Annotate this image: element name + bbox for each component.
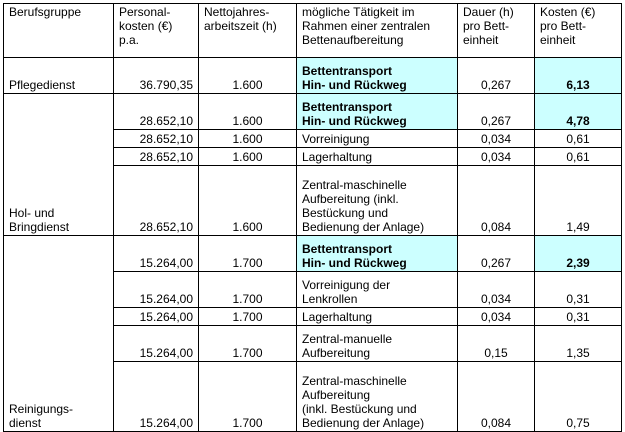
cell-line: Bedienung der Anlage) — [302, 220, 425, 234]
cost-cell: 0,61 — [535, 148, 622, 166]
hours-cell: 1.700 — [199, 236, 297, 272]
cell-line: Aufbereitung — [302, 346, 371, 360]
group-name-cell — [4, 236, 114, 432]
cell-line: Zentral-maschinelle — [302, 374, 407, 388]
duration-cell: 0,267 — [458, 236, 535, 272]
duration-cell: 0,034 — [458, 148, 535, 166]
salary-cell: 15.264,00 — [114, 272, 199, 308]
header-group — [4, 4, 114, 58]
header-text: Personal- — [119, 5, 171, 19]
activity-cell — [297, 362, 458, 432]
hours-cell: 1.700 — [199, 326, 297, 362]
header-row — [4, 4, 622, 58]
cell-line: Zentral-manuelle — [302, 332, 393, 346]
cell-line: Pflegedienst — [9, 78, 76, 92]
header-text: einheit — [540, 33, 576, 47]
activity-cell — [297, 130, 458, 148]
group-name-cell — [4, 58, 114, 94]
hours-cell: 1.700 — [199, 308, 297, 326]
duration-cell: 0,084 — [458, 166, 535, 236]
cell-line: Vorreinigung — [302, 132, 370, 146]
cost-cell: 0,31 — [535, 308, 622, 326]
header-text: einheit — [463, 33, 499, 47]
hours-cell: 1.600 — [199, 94, 297, 130]
cell-line: Bettentransport — [302, 64, 393, 78]
cell-line: Hol- und — [9, 206, 55, 220]
hours-cell: 1.600 — [199, 148, 297, 166]
salary-cell: 28.652,10 — [114, 130, 199, 148]
duration-cell: 0,267 — [458, 94, 535, 130]
salary-cell: 28.652,10 — [114, 94, 199, 130]
header-text: mögliche Tätigkeit im — [302, 5, 415, 19]
header-text: Bettenaufbereitung — [302, 33, 404, 47]
cost-table — [3, 3, 622, 432]
duration-cell: 0,034 — [458, 308, 535, 326]
cost-cell: 1,49 — [535, 166, 622, 236]
activity-cell — [297, 326, 458, 362]
salary-cell: 36.790,35 — [114, 58, 199, 94]
hours-cell: 1.700 — [199, 272, 297, 308]
duration-cell: 0,084 — [458, 362, 535, 432]
header-text: Berufsgruppe — [9, 5, 82, 19]
activity-cell — [297, 236, 458, 272]
cell-line: Bedienung der Anlage) — [302, 416, 425, 430]
cell-line: Hin- und Rückweg — [302, 114, 407, 128]
cost-cell: 2,39 — [535, 236, 622, 272]
cell-line: Lenkrollen — [302, 292, 358, 306]
cell-line: Lagerhaltung — [302, 150, 373, 164]
header-text: arbeitszeit (h) — [204, 19, 277, 33]
header-text: pro Bett- — [463, 19, 510, 33]
cell-line: dienst — [9, 416, 42, 430]
duration-cell: 0,15 — [458, 326, 535, 362]
duration-cell: 0,034 — [458, 130, 535, 148]
cell-line: Lagerhaltung — [302, 310, 373, 324]
cost-cell: 1,35 — [535, 326, 622, 362]
salary-cell: 28.652,10 — [114, 166, 199, 236]
salary-cell: 15.264,00 — [114, 326, 199, 362]
salary-cell: 15.264,00 — [114, 362, 199, 432]
cost-cell: 4,78 — [535, 94, 622, 130]
table-row — [4, 236, 622, 272]
cell-line: Aufbereitung (inkl. — [302, 192, 399, 206]
table-row — [4, 94, 622, 130]
activity-cell — [297, 148, 458, 166]
duration-cell: 0,267 — [458, 58, 535, 94]
header-text: pro Bett- — [540, 19, 587, 33]
duration-cell: 0,034 — [458, 272, 535, 308]
cell-line: Aufbereitung — [302, 388, 371, 402]
cell-line: Zentral-maschinelle — [302, 178, 407, 192]
cell-line: (inkl. Bestückung und — [302, 402, 417, 416]
header-activity — [297, 4, 458, 58]
header-duration — [458, 4, 535, 58]
salary-cell: 28.652,10 — [114, 148, 199, 166]
header-text: Nettojahres- — [204, 5, 270, 19]
header-hours — [199, 4, 297, 58]
header-salary — [114, 4, 199, 58]
activity-cell — [297, 58, 458, 94]
cell-line: Bettentransport — [302, 242, 393, 256]
header-text: kosten (€) — [119, 19, 173, 33]
cell-line: Vorreinigung der — [302, 278, 391, 292]
activity-cell — [297, 94, 458, 130]
table-row — [4, 58, 622, 94]
cell-line: Bettentransport — [302, 100, 393, 114]
header-text: Kosten (€) — [540, 5, 596, 19]
cell-line: Reinigungs- — [9, 402, 74, 416]
cell-line: Hin- und Rückweg — [302, 256, 407, 270]
hours-cell: 1.700 — [199, 362, 297, 432]
header-text: Dauer (h) — [463, 5, 514, 19]
activity-cell — [297, 272, 458, 308]
activity-cell — [297, 166, 458, 236]
cost-cell: 0,31 — [535, 272, 622, 308]
activity-cell — [297, 308, 458, 326]
hours-cell: 1.600 — [199, 58, 297, 94]
cell-line: Bringdienst — [9, 220, 70, 234]
header-text: Rahmen einer zentralen — [302, 19, 431, 33]
header-text: p.a. — [119, 33, 140, 47]
cost-cell: 6,13 — [535, 58, 622, 94]
table-body — [4, 58, 622, 432]
cell-line: Bestückung und — [302, 206, 389, 220]
hours-cell: 1.600 — [199, 130, 297, 148]
cost-cell: 0,61 — [535, 130, 622, 148]
salary-cell: 15.264,00 — [114, 236, 199, 272]
hours-cell: 1.600 — [199, 166, 297, 236]
salary-cell: 15.264,00 — [114, 308, 199, 326]
header-cost — [535, 4, 622, 58]
group-name-cell — [4, 94, 114, 236]
cost-cell: 0,75 — [535, 362, 622, 432]
cell-line: Hin- und Rückweg — [302, 78, 407, 92]
